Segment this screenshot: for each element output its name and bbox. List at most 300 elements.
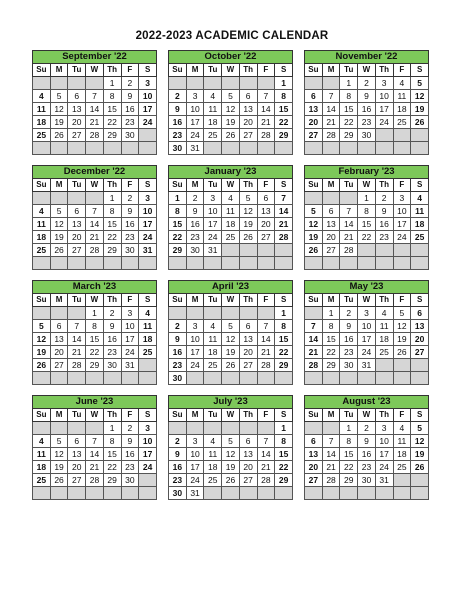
weekday-header: F <box>257 179 275 192</box>
day-cell: 5 <box>50 90 68 103</box>
day-cell: 5 <box>50 435 68 448</box>
empty-day-cell <box>50 307 68 320</box>
day-cell: 7 <box>257 435 275 448</box>
day-cell: 27 <box>68 474 86 487</box>
empty-day-cell <box>305 307 323 320</box>
empty-day-cell <box>358 244 376 257</box>
empty-day-cell <box>305 487 323 500</box>
day-cell: 10 <box>393 205 411 218</box>
day-cell: 21 <box>322 461 340 474</box>
month-calendar <box>168 280 293 385</box>
empty-day-cell <box>257 307 275 320</box>
weekday-header: S <box>411 294 429 307</box>
empty-day-cell <box>33 307 51 320</box>
empty-day-cell <box>322 192 340 205</box>
empty-day-cell <box>275 142 293 155</box>
day-cell: 26 <box>305 244 323 257</box>
empty-day-cell <box>204 372 222 385</box>
weekday-header: Su <box>33 64 51 77</box>
day-cell: 15 <box>340 103 358 116</box>
day-cell: 24 <box>375 461 393 474</box>
day-cell: 3 <box>186 90 204 103</box>
day-cell: 27 <box>257 231 275 244</box>
day-cell: 5 <box>239 192 257 205</box>
empty-day-cell <box>358 257 376 270</box>
day-cell: 28 <box>257 129 275 142</box>
day-cell: 24 <box>358 346 376 359</box>
weekday-header: F <box>393 179 411 192</box>
month-calendar <box>304 165 429 270</box>
weekday-header: M <box>322 179 340 192</box>
day-cell: 26 <box>222 474 240 487</box>
weekday-header: F <box>121 179 139 192</box>
weekday-header: Su <box>169 64 187 77</box>
weekday-header: M <box>186 64 204 77</box>
day-cell: 4 <box>139 307 157 320</box>
empty-day-cell <box>411 359 429 372</box>
weekday-header: Su <box>169 179 187 192</box>
day-cell: 8 <box>103 90 121 103</box>
day-cell: 17 <box>186 461 204 474</box>
day-cell: 20 <box>68 231 86 244</box>
day-cell: 16 <box>169 346 187 359</box>
empty-day-cell <box>340 372 358 385</box>
day-cell: 5 <box>411 422 429 435</box>
day-cell: 21 <box>305 346 323 359</box>
weekday-header: W <box>86 64 104 77</box>
empty-day-cell <box>50 192 68 205</box>
day-cell: 10 <box>139 435 157 448</box>
month-name: January '23 <box>169 166 293 179</box>
empty-day-cell <box>393 142 411 155</box>
month-name: July '23 <box>169 396 293 409</box>
empty-day-cell <box>239 487 257 500</box>
day-cell: 5 <box>50 205 68 218</box>
day-cell: 11 <box>411 205 429 218</box>
empty-day-cell <box>204 307 222 320</box>
day-cell: 31 <box>186 487 204 500</box>
day-cell: 27 <box>239 474 257 487</box>
day-cell: 17 <box>375 448 393 461</box>
day-cell: 20 <box>411 333 429 346</box>
empty-day-cell <box>68 422 86 435</box>
day-cell: 13 <box>257 205 275 218</box>
day-cell: 6 <box>68 205 86 218</box>
weekday-header: S <box>275 64 293 77</box>
day-cell: 3 <box>186 435 204 448</box>
day-cell: 6 <box>68 90 86 103</box>
weekday-header: S <box>275 179 293 192</box>
weekday-header: Su <box>305 179 323 192</box>
day-cell: 12 <box>50 448 68 461</box>
month-calendar <box>32 165 157 270</box>
day-cell: 14 <box>275 205 293 218</box>
day-cell: 10 <box>186 103 204 116</box>
empty-day-cell <box>411 257 429 270</box>
day-cell: 5 <box>222 320 240 333</box>
day-cell: 23 <box>340 346 358 359</box>
day-cell: 6 <box>68 435 86 448</box>
day-cell: 29 <box>275 474 293 487</box>
empty-day-cell <box>204 257 222 270</box>
empty-day-cell <box>275 487 293 500</box>
empty-day-cell <box>393 244 411 257</box>
day-cell: 16 <box>169 116 187 129</box>
empty-day-cell <box>322 487 340 500</box>
empty-day-cell <box>275 244 293 257</box>
day-cell: 7 <box>257 320 275 333</box>
day-cell: 12 <box>305 218 323 231</box>
empty-day-cell <box>375 142 393 155</box>
day-cell: 20 <box>305 461 323 474</box>
day-cell: 19 <box>50 231 68 244</box>
weekday-header: W <box>358 64 376 77</box>
day-cell: 6 <box>50 320 68 333</box>
day-cell: 7 <box>305 320 323 333</box>
day-cell: 2 <box>186 192 204 205</box>
day-cell: 26 <box>50 474 68 487</box>
day-cell: 25 <box>33 474 51 487</box>
weekday-header: Tu <box>340 64 358 77</box>
day-cell: 25 <box>33 129 51 142</box>
empty-day-cell <box>411 474 429 487</box>
empty-day-cell <box>257 257 275 270</box>
day-cell: 21 <box>257 346 275 359</box>
day-cell: 23 <box>358 461 376 474</box>
day-cell: 6 <box>257 192 275 205</box>
day-cell: 28 <box>257 359 275 372</box>
day-cell: 18 <box>393 103 411 116</box>
empty-day-cell <box>68 77 86 90</box>
day-cell: 29 <box>103 129 121 142</box>
weekday-header: F <box>393 64 411 77</box>
day-cell: 5 <box>411 77 429 90</box>
month-name: August '23 <box>305 396 429 409</box>
weekday-header: Tu <box>204 64 222 77</box>
day-cell: 23 <box>375 231 393 244</box>
day-cell: 9 <box>169 333 187 346</box>
day-cell: 29 <box>169 244 187 257</box>
empty-day-cell <box>68 307 86 320</box>
day-cell: 3 <box>186 320 204 333</box>
weekday-header: Su <box>33 179 51 192</box>
day-cell: 27 <box>305 129 323 142</box>
day-cell: 7 <box>257 90 275 103</box>
day-cell: 24 <box>139 116 157 129</box>
day-cell: 4 <box>375 307 393 320</box>
day-cell: 12 <box>50 103 68 116</box>
day-cell: 19 <box>222 116 240 129</box>
day-cell: 29 <box>322 359 340 372</box>
day-cell: 23 <box>169 359 187 372</box>
day-cell: 1 <box>86 307 104 320</box>
day-cell: 8 <box>275 320 293 333</box>
weekday-header: Su <box>305 64 323 77</box>
day-cell: 30 <box>169 372 187 385</box>
empty-day-cell <box>239 307 257 320</box>
weekday-header: M <box>50 409 68 422</box>
empty-day-cell <box>275 372 293 385</box>
day-cell: 8 <box>103 435 121 448</box>
day-cell: 4 <box>204 90 222 103</box>
empty-day-cell <box>393 474 411 487</box>
day-cell: 12 <box>222 448 240 461</box>
day-cell: 21 <box>86 461 104 474</box>
day-cell: 8 <box>169 205 187 218</box>
day-cell: 21 <box>275 218 293 231</box>
day-cell: 25 <box>393 461 411 474</box>
day-cell: 30 <box>121 474 139 487</box>
day-cell: 18 <box>33 461 51 474</box>
empty-day-cell <box>169 77 187 90</box>
day-cell: 2 <box>340 307 358 320</box>
weekday-header: W <box>86 294 104 307</box>
day-cell: 30 <box>121 129 139 142</box>
day-cell: 4 <box>33 205 51 218</box>
day-cell: 17 <box>204 218 222 231</box>
weekday-header: Su <box>169 409 187 422</box>
empty-day-cell <box>33 372 51 385</box>
day-cell: 8 <box>103 205 121 218</box>
day-cell: 21 <box>340 231 358 244</box>
day-cell: 27 <box>305 474 323 487</box>
month-name: September '22 <box>33 51 157 64</box>
weekday-header: Th <box>239 64 257 77</box>
empty-day-cell <box>393 487 411 500</box>
day-cell: 6 <box>239 320 257 333</box>
empty-day-cell <box>239 257 257 270</box>
day-cell: 11 <box>139 320 157 333</box>
empty-day-cell <box>33 422 51 435</box>
empty-day-cell <box>50 257 68 270</box>
day-cell: 6 <box>239 90 257 103</box>
day-cell: 27 <box>68 129 86 142</box>
empty-day-cell <box>186 257 204 270</box>
weekday-header: Tu <box>68 64 86 77</box>
day-cell: 7 <box>86 435 104 448</box>
day-cell: 18 <box>393 448 411 461</box>
day-cell: 4 <box>33 435 51 448</box>
weekday-header: W <box>86 409 104 422</box>
day-cell: 3 <box>139 77 157 90</box>
day-cell: 29 <box>275 129 293 142</box>
empty-day-cell <box>222 487 240 500</box>
month-calendar <box>168 50 293 155</box>
empty-day-cell <box>375 487 393 500</box>
weekday-header: S <box>139 409 157 422</box>
weekday-header: W <box>86 179 104 192</box>
day-cell: 24 <box>186 359 204 372</box>
empty-day-cell <box>139 257 157 270</box>
day-cell: 26 <box>239 231 257 244</box>
day-cell: 7 <box>86 90 104 103</box>
month-calendar <box>304 280 429 385</box>
day-cell: 28 <box>86 474 104 487</box>
day-cell: 26 <box>222 359 240 372</box>
empty-day-cell <box>103 257 121 270</box>
empty-day-cell <box>340 142 358 155</box>
day-cell: 10 <box>139 90 157 103</box>
weekday-header: W <box>222 64 240 77</box>
day-cell: 6 <box>305 435 323 448</box>
empty-day-cell <box>305 192 323 205</box>
month-calendar <box>32 50 157 155</box>
empty-day-cell <box>340 487 358 500</box>
weekday-header: Tu <box>68 294 86 307</box>
day-cell: 3 <box>139 422 157 435</box>
empty-day-cell <box>239 142 257 155</box>
day-cell: 1 <box>275 422 293 435</box>
day-cell: 22 <box>322 346 340 359</box>
day-cell: 28 <box>257 474 275 487</box>
empty-day-cell <box>186 372 204 385</box>
empty-day-cell <box>86 487 104 500</box>
day-cell: 5 <box>222 435 240 448</box>
empty-day-cell <box>139 372 157 385</box>
day-cell: 12 <box>411 435 429 448</box>
weekday-header: F <box>257 294 275 307</box>
day-cell: 30 <box>358 474 376 487</box>
day-cell: 17 <box>393 218 411 231</box>
weekday-header: Th <box>103 64 121 77</box>
day-cell: 23 <box>121 116 139 129</box>
empty-day-cell <box>68 192 86 205</box>
day-cell: 8 <box>340 435 358 448</box>
day-cell: 10 <box>186 333 204 346</box>
day-cell: 25 <box>33 244 51 257</box>
weekday-header: F <box>121 294 139 307</box>
day-cell: 27 <box>322 244 340 257</box>
day-cell: 7 <box>322 90 340 103</box>
empty-day-cell <box>222 77 240 90</box>
month-calendar <box>304 50 429 155</box>
empty-day-cell <box>50 77 68 90</box>
weekday-header: Su <box>33 294 51 307</box>
day-cell: 21 <box>68 346 86 359</box>
day-cell: 30 <box>186 244 204 257</box>
day-cell: 24 <box>393 231 411 244</box>
day-cell: 5 <box>222 90 240 103</box>
empty-day-cell <box>257 244 275 257</box>
day-cell: 22 <box>86 346 104 359</box>
day-cell: 18 <box>33 231 51 244</box>
day-cell: 15 <box>322 333 340 346</box>
weekday-header: F <box>121 64 139 77</box>
day-cell: 11 <box>222 205 240 218</box>
day-cell: 26 <box>50 129 68 142</box>
weekday-header: Th <box>103 179 121 192</box>
day-cell: 11 <box>33 448 51 461</box>
weekday-header: Tu <box>68 179 86 192</box>
day-cell: 20 <box>239 461 257 474</box>
empty-day-cell <box>169 307 187 320</box>
weekday-header: S <box>139 179 157 192</box>
day-cell: 2 <box>169 320 187 333</box>
day-cell: 11 <box>33 103 51 116</box>
day-cell: 7 <box>322 435 340 448</box>
weekday-header: Su <box>305 294 323 307</box>
day-cell: 14 <box>257 448 275 461</box>
weekday-header: F <box>393 409 411 422</box>
weekday-header: Th <box>239 294 257 307</box>
empty-day-cell <box>411 244 429 257</box>
day-cell: 23 <box>169 129 187 142</box>
empty-day-cell <box>393 359 411 372</box>
empty-day-cell <box>86 192 104 205</box>
weekday-header: M <box>322 64 340 77</box>
day-cell: 15 <box>275 448 293 461</box>
day-cell: 2 <box>121 192 139 205</box>
day-cell: 8 <box>322 320 340 333</box>
empty-day-cell <box>222 307 240 320</box>
weekday-header: Th <box>375 294 393 307</box>
day-cell: 1 <box>103 422 121 435</box>
empty-day-cell <box>103 487 121 500</box>
day-cell: 1 <box>275 77 293 90</box>
weekday-header: Th <box>375 64 393 77</box>
empty-day-cell <box>121 142 139 155</box>
day-cell: 14 <box>322 448 340 461</box>
empty-day-cell <box>86 142 104 155</box>
empty-day-cell <box>33 142 51 155</box>
day-cell: 24 <box>186 129 204 142</box>
day-cell: 24 <box>139 461 157 474</box>
day-cell: 17 <box>139 103 157 116</box>
empty-day-cell <box>121 257 139 270</box>
empty-day-cell <box>305 422 323 435</box>
weekday-header: S <box>275 409 293 422</box>
day-cell: 13 <box>68 448 86 461</box>
month-calendar <box>168 395 293 500</box>
weekday-header: M <box>186 179 204 192</box>
day-cell: 14 <box>86 218 104 231</box>
day-cell: 12 <box>222 103 240 116</box>
weekday-header: Tu <box>68 409 86 422</box>
empty-day-cell <box>139 359 157 372</box>
day-cell: 18 <box>33 116 51 129</box>
empty-day-cell <box>305 372 323 385</box>
day-cell: 20 <box>50 346 68 359</box>
day-cell: 15 <box>340 448 358 461</box>
day-cell: 14 <box>68 333 86 346</box>
weekday-header: Th <box>103 409 121 422</box>
day-cell: 2 <box>169 90 187 103</box>
day-cell: 20 <box>322 231 340 244</box>
weekday-header: Tu <box>340 179 358 192</box>
day-cell: 26 <box>411 461 429 474</box>
empty-day-cell <box>121 487 139 500</box>
empty-day-cell <box>186 422 204 435</box>
empty-day-cell <box>358 142 376 155</box>
day-cell: 12 <box>50 218 68 231</box>
day-cell: 31 <box>375 474 393 487</box>
empty-day-cell <box>50 422 68 435</box>
day-cell: 14 <box>305 333 323 346</box>
day-cell: 15 <box>169 218 187 231</box>
day-cell: 13 <box>322 218 340 231</box>
month-calendar <box>304 395 429 500</box>
day-cell: 5 <box>33 320 51 333</box>
day-cell: 1 <box>103 192 121 205</box>
empty-day-cell <box>204 142 222 155</box>
empty-day-cell <box>257 77 275 90</box>
day-cell: 20 <box>239 346 257 359</box>
day-cell: 4 <box>393 77 411 90</box>
day-cell: 8 <box>275 90 293 103</box>
month-name: May '23 <box>305 281 429 294</box>
day-cell: 15 <box>103 103 121 116</box>
day-cell: 22 <box>103 116 121 129</box>
